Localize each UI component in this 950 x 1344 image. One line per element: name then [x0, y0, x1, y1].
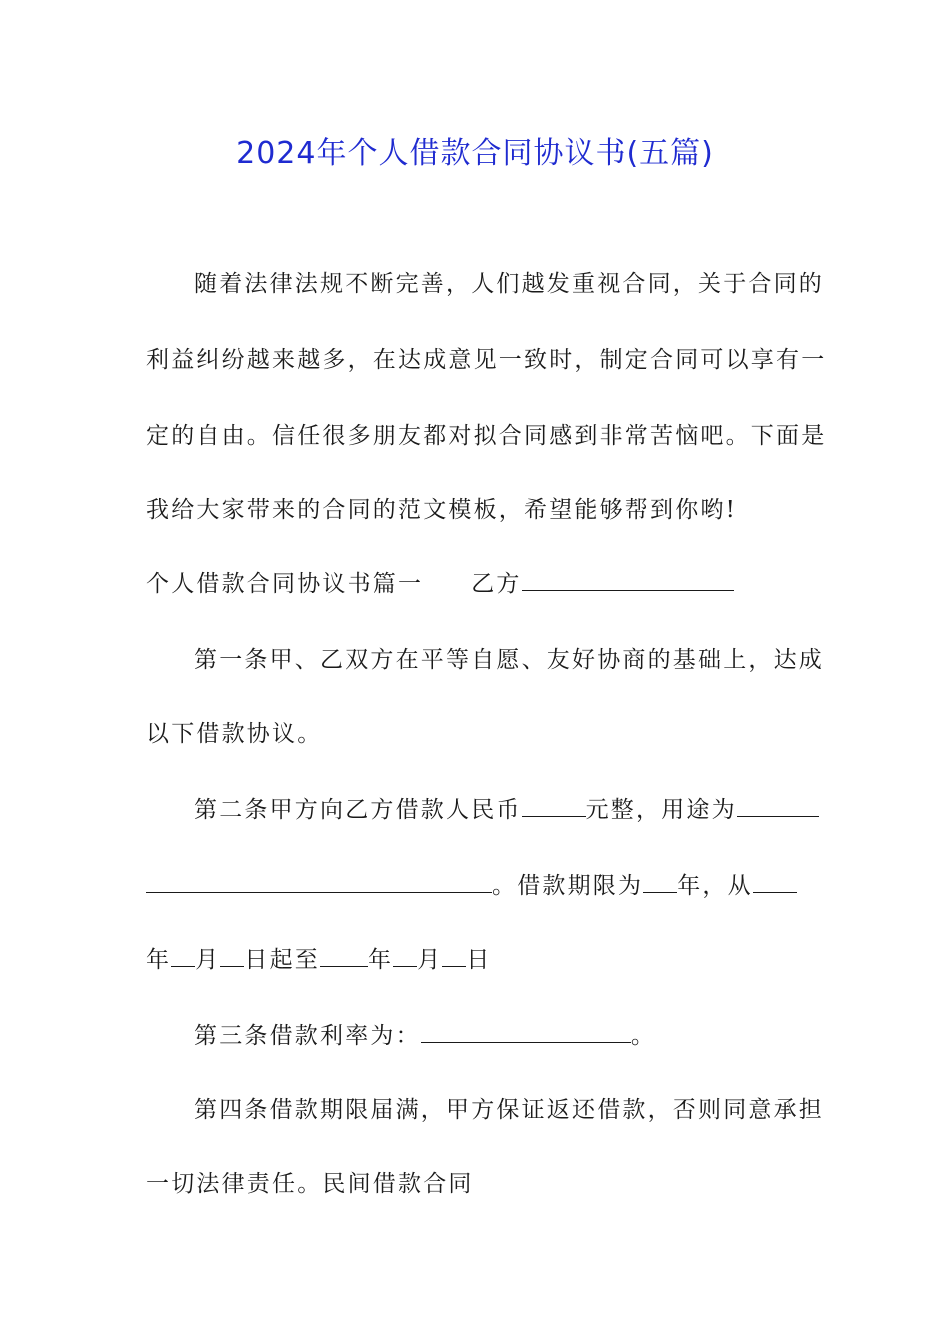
end-day-blank[interactable] [442, 944, 466, 967]
clause-3-line [194, 1020, 806, 1052]
intro-line-3: 定的自由。信任很多朋友都对拟合同感到非常苦恼吧。下面是 [146, 423, 827, 449]
purpose-blank-1[interactable] [737, 794, 819, 817]
clause-2-text-4: 年，从 [677, 873, 753, 899]
intro-line-2: 利益纠纷越来越多，在达成意见一致时，制定合同可以享有一 [146, 347, 827, 373]
clause-2-text-1: 第二条甲方向乙方借款人民币 [194, 797, 522, 823]
clause-2-line-1 [194, 794, 806, 826]
party-b-label: 乙方 [471, 571, 522, 597]
purpose-blank-2[interactable] [146, 870, 492, 893]
start-year-blank[interactable] [753, 870, 797, 893]
end-day-label: 日 [466, 947, 492, 973]
intro-line-4: 我给大家带来的合同的范文模板，希望能够帮到你哟! [146, 497, 738, 523]
clause-4-line-1: 第四条借款期限届满，甲方保证返还借款，否则同意承担 [194, 1097, 824, 1123]
clause-3-text-2: 。 [630, 1023, 657, 1049]
end-year-blank[interactable] [320, 944, 368, 967]
section-heading [146, 568, 806, 600]
clause-1-line-1: 第一条甲、乙双方在平等自愿、友好协商的基础上，达成 [194, 647, 824, 673]
clause-3-text-1: 第三条借款利率为： [194, 1023, 421, 1049]
end-year-label: 年 [368, 947, 394, 973]
start-day-blank[interactable] [220, 944, 244, 967]
amount-blank[interactable] [522, 794, 586, 817]
clause-2-line-2 [146, 870, 806, 902]
start-year-label: 年 [146, 947, 172, 973]
clause-1-line-2: 以下借款协议。 [146, 721, 323, 747]
term-years-blank[interactable] [643, 870, 677, 893]
clause-2-text-2: 元整，用途为 [585, 797, 737, 823]
party-b-blank[interactable] [522, 568, 734, 591]
document-title: 2024年个人借款合同协议书(五篇) [236, 136, 714, 171]
clause-4-line-2: 一切法律责任。民间借款合同 [146, 1171, 474, 1197]
clause-2-line-3 [146, 944, 806, 976]
start-month-label: 月 [195, 947, 221, 973]
clause-2-text-3: 。借款期限为 [492, 873, 644, 899]
end-month-label: 月 [417, 947, 443, 973]
end-month-blank[interactable] [393, 944, 417, 967]
start-month-blank[interactable] [171, 944, 195, 967]
interest-rate-blank[interactable] [421, 1020, 631, 1043]
section-title: 个人借款合同协议书篇一 [146, 571, 424, 597]
start-day-label: 日起至 [244, 947, 321, 973]
intro-line-1: 随着法律法规不断完善，人们越发重视合同，关于合同的 [194, 271, 824, 297]
